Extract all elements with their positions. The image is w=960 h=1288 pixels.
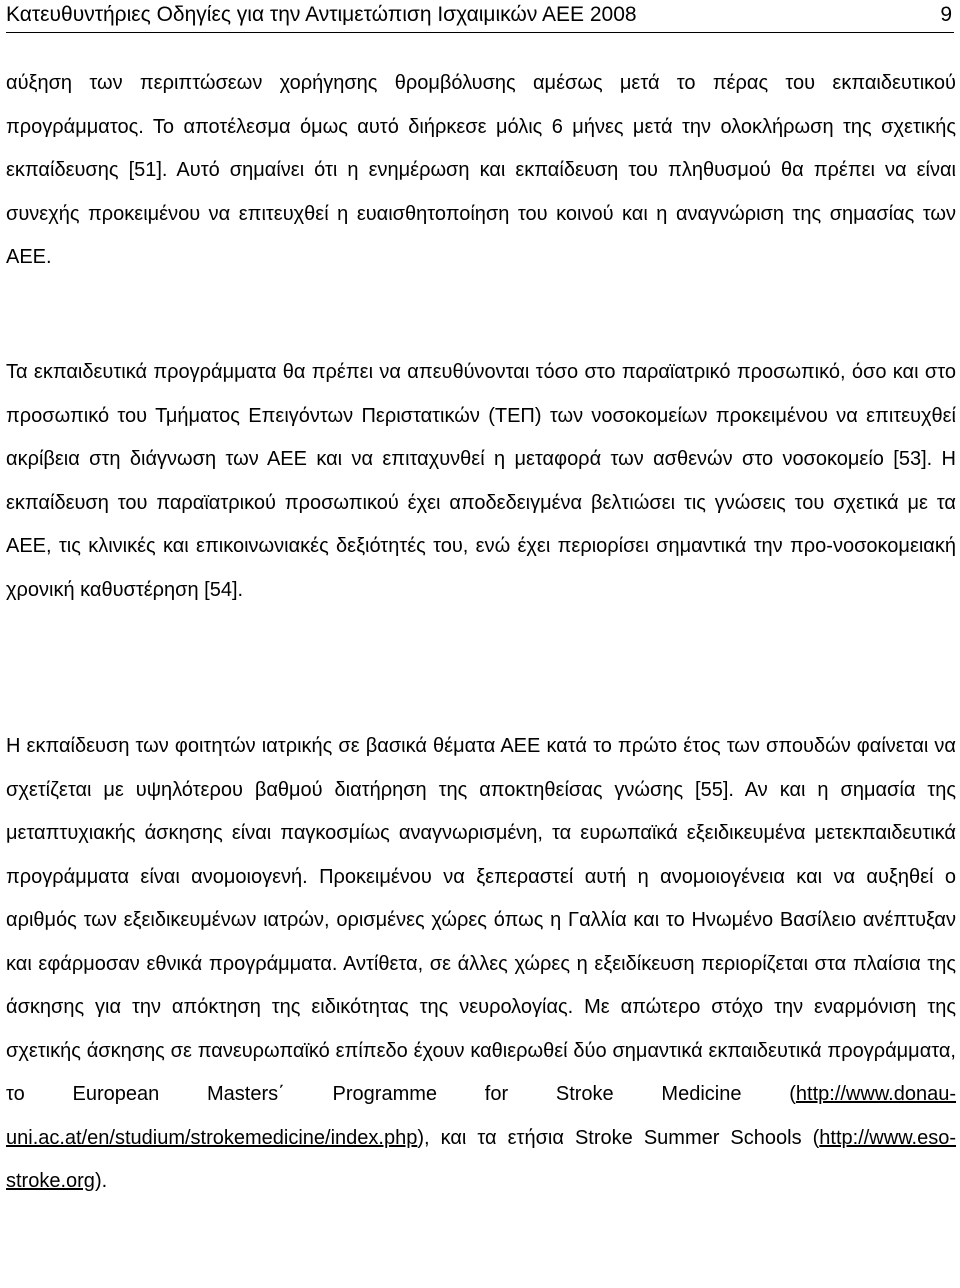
page-number: 9 [940,3,952,26]
eso-stroke-link[interactable]: http://www.eso-stroke.org [6,1126,956,1192]
paragraph-3-main: Η εκπαίδευση των φοιτητών ιατρικής σε βασικά θέματα ΑΕΕ κατά το πρώτο έτος των σπουδών φαίνεται να σχετίζεται με υψηλότερου βαθμού διατήρηση της αποκτηθείσας γνώσης [55]. Αν και η σημασία της μεταπτυχιακής άσκησης είναι παγκοσμίως αναγνωρισμένη, τα ευρωπαϊκά εξειδικευμένα μετεκπαιδευτικά προγράμματα είναι ανομοιογενή. Προκειμένου να ξεπεραστεί αυτή η ανομοιογένεια και να αυξηθεί ο αριθμός των εξειδικευμένων ιατρών, ορισμένες χώρες όπως η Γαλλία και το Ηνωμένο Βασίλειο ανέπτυξαν και εφάρμοσαν εθνικά προγράμματα. Αντίθετα, σε άλλες χώρες η εξειδίκευση περιορίζεται στα πλαίσια της άσκησης για την απόκτηση της ειδικότητας της νευρολογίας. Με απώτερο στόχο την εναρμόνιση της σχετικής άσκησης σε πανευρωπαϊκό επίπεδο έχουν καθιερωθεί δύο σημαντικά εκπαιδευτικά προγράμματα, το European Masters΄ Programme for Stroke Medicine ( [6,735,956,1105]
header-title: Κατευθυντήριες Οδηγίες για την Αντιμετώπιση Ισχαιμικών ΑΕΕ 2008 [6,3,637,26]
paragraph-2: Τα εκπαιδευτικά προγράμματα θα πρέπει να απευθύνονται τόσο στο παραϊατρικό προσωπικό, όσο και στο προσωπικό του Τμήματος Επειγόντων Περιστατικών (ΤΕΠ) των νοσοκομείων προκειμένου να επιτευχθεί ακρίβεια στη διάγνωση των ΑΕΕ και να επιταχυνθεί η μεταφορά των ασθενών στο νοσοκομείο [53]. Η εκπαίδευση του παραϊατρικού προσωπικού έχει αποδεδειγμένα βελτιώσει τις γνώσεις του σχετικά με τα ΑΕΕ, τις κλινικές και επικοινωνιακές δεξιότητές του, ενώ έχει περιορίσει σημαντικά την προ-νοσοκομειακή χρονική καθυστέρηση [54]. [6,361,956,601]
page-header [6,0,954,33]
paragraph-3-end: ). [94,1170,108,1192]
donau-uni-link[interactable]: http://www.donau-uni.ac.at/en/studium/strokemedicine/index.php [6,1083,956,1149]
paragraph-3-middle: ), και τα ετήσια Stroke Summer Schools ( [417,1126,820,1149]
paragraph-3 [6,725,956,1204]
paragraph-1: αύξηση των περιπτώσεων χορήγησης θρομβόλυσης αμέσως μετά το πέρας του εκπαιδευτικού προγράμματος. Το αποτέλεσμα όμως αυτό διήρκεσε μόλις 6 μήνες μετά την ολοκλήρωση της σχετικής εκπαίδευσης [51]. Αυτό σημαίνει ότι η ενημέρωση και εκπαίδευση του πληθυσμού θα πρέπει να είναι συνεχής προκειμένου να επιτευχθεί η ευαισθητοποίηση του κοινού και η αναγνώριση της σημασίας των ΑΕΕ. [6,72,956,268]
